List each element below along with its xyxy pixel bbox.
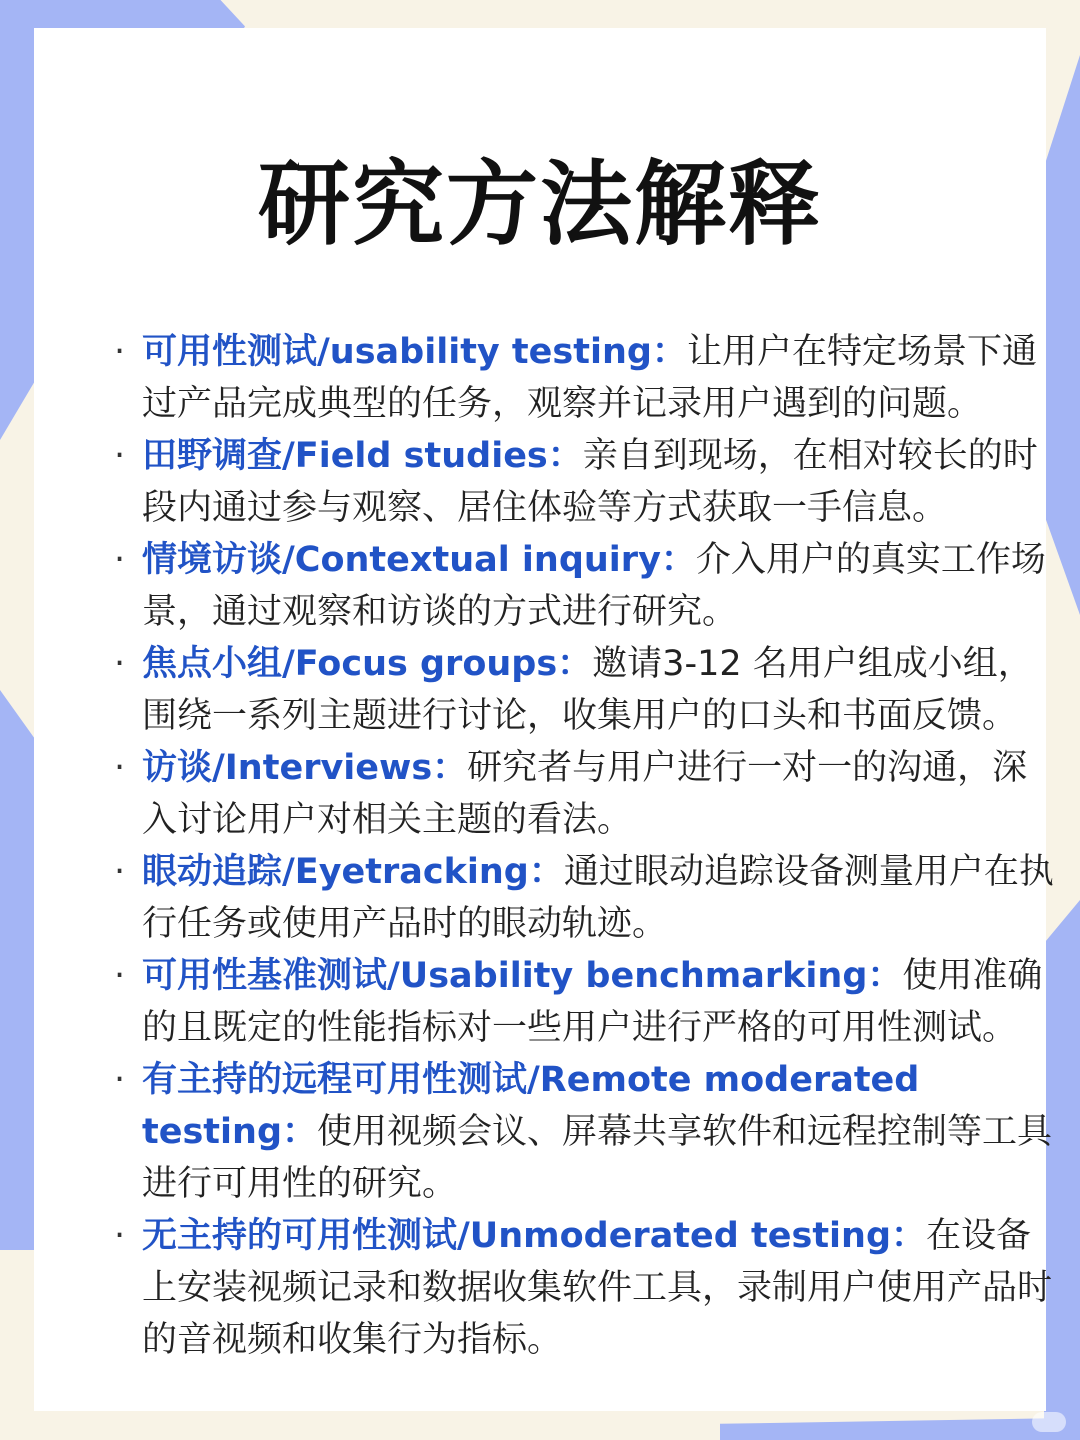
- method-term: 可用性基准测试/Usability benchmarking：: [142, 956, 903, 996]
- method-term: 眼动追踪/Eyetracking：: [142, 852, 564, 892]
- method-desc: 亲自到现场，在相对较长的时段内通过参与观察、居住体验等方式获取一手信息。: [142, 436, 1038, 528]
- method-item: [114, 534, 1054, 638]
- method-desc: 在设备上安装视频记录和数据收集软件工具，录制用户使用产品时的音视频和收集行为指标。: [142, 1216, 1053, 1360]
- method-desc: 邀请3-12 名用户组成小组，围绕一系列主题进行讨论，收集用户的口头和书面反馈。: [142, 644, 1033, 736]
- method-item: [114, 430, 1054, 534]
- method-term: 焦点小组/Focus groups：: [142, 644, 593, 684]
- bullet: ·: [114, 748, 126, 788]
- method-item: [114, 1210, 1054, 1366]
- method-term: 访谈/Interviews：: [142, 748, 468, 788]
- method-item: [114, 846, 1054, 950]
- method-desc: 让用户在特定场景下通过产品完成典型的任务，观察并记录用户遇到的问题。: [142, 332, 1037, 424]
- method-item: [114, 950, 1054, 1054]
- page-title: 研究方法解释: [257, 150, 822, 258]
- method-desc: 使用准确的且既定的性能指标对一些用户进行严格的可用性测试。: [142, 956, 1043, 1048]
- content-card: [34, 28, 1054, 1411]
- bullet: ·: [114, 540, 126, 580]
- method-item: [114, 1054, 1054, 1210]
- method-term: 田野调查/Field studies：: [142, 436, 583, 476]
- bullet: ·: [114, 1060, 126, 1100]
- method-term: 无主持的可用性测试/Unmoderated testing：: [142, 1216, 927, 1256]
- method-item: [114, 326, 1054, 430]
- method-desc: 研究者与用户进行一对一的沟通，深入讨论用户对相关主题的看法。: [142, 748, 1028, 840]
- method-term: 有主持的远程可用性测试/Remote moderated testing：: [142, 1060, 920, 1152]
- bullet: ·: [114, 956, 126, 996]
- bullet: ·: [114, 436, 126, 476]
- method-desc: 通过眼动追踪设备测量用户在执行任务或使用产品时的眼动轨迹。: [142, 852, 1054, 944]
- method-desc: 介入用户的真实工作场景，通过观察和访谈的方式进行研究。: [142, 540, 1046, 632]
- method-desc: 使用视频会议、屏幕共享软件和远程控制等工具进行可用性的研究。: [142, 1112, 1053, 1204]
- bullet: ·: [114, 852, 126, 892]
- bullet: ·: [114, 332, 126, 372]
- method-term: 情境访谈/Contextual inquiry：: [142, 540, 696, 580]
- bullet: ·: [114, 1216, 126, 1256]
- watermark-badge: [1032, 1412, 1066, 1432]
- method-item: [114, 638, 1054, 742]
- method-item: [114, 742, 1054, 846]
- method-term: 可用性测试/usability testing：: [142, 332, 687, 372]
- bullet: ·: [114, 644, 126, 684]
- method-list: [114, 326, 1054, 1366]
